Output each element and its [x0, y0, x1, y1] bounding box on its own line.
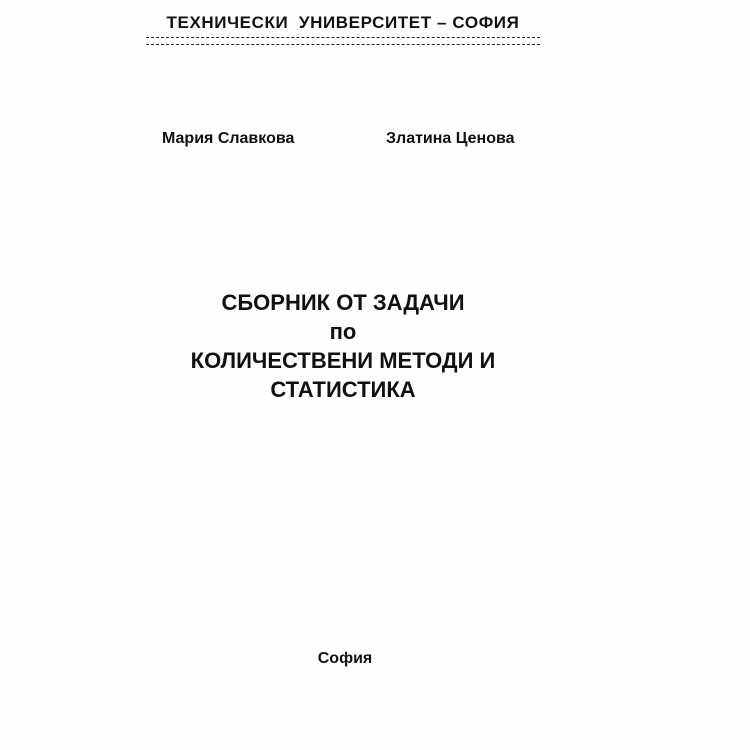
- title-line-1: СБОРНИК ОТ ЗАДАЧИ: [221, 290, 465, 315]
- author-2: Златина Ценова: [386, 130, 515, 147]
- university-heading: ТЕХНИЧЕСКИ УНИВЕРСИТЕТ – СОФИЯ: [166, 13, 520, 32]
- title-line-3: КОЛИЧЕСТВЕНИ МЕТОДИ И: [190, 348, 496, 373]
- document-title: [0, 288, 686, 404]
- title-line-2: по: [329, 319, 357, 344]
- title-line-4: СТАТИСТИКА: [270, 377, 416, 402]
- double-dashed-divider: [146, 37, 540, 45]
- author-1: Мария Славкова: [162, 130, 295, 147]
- publication-city: София: [317, 650, 373, 667]
